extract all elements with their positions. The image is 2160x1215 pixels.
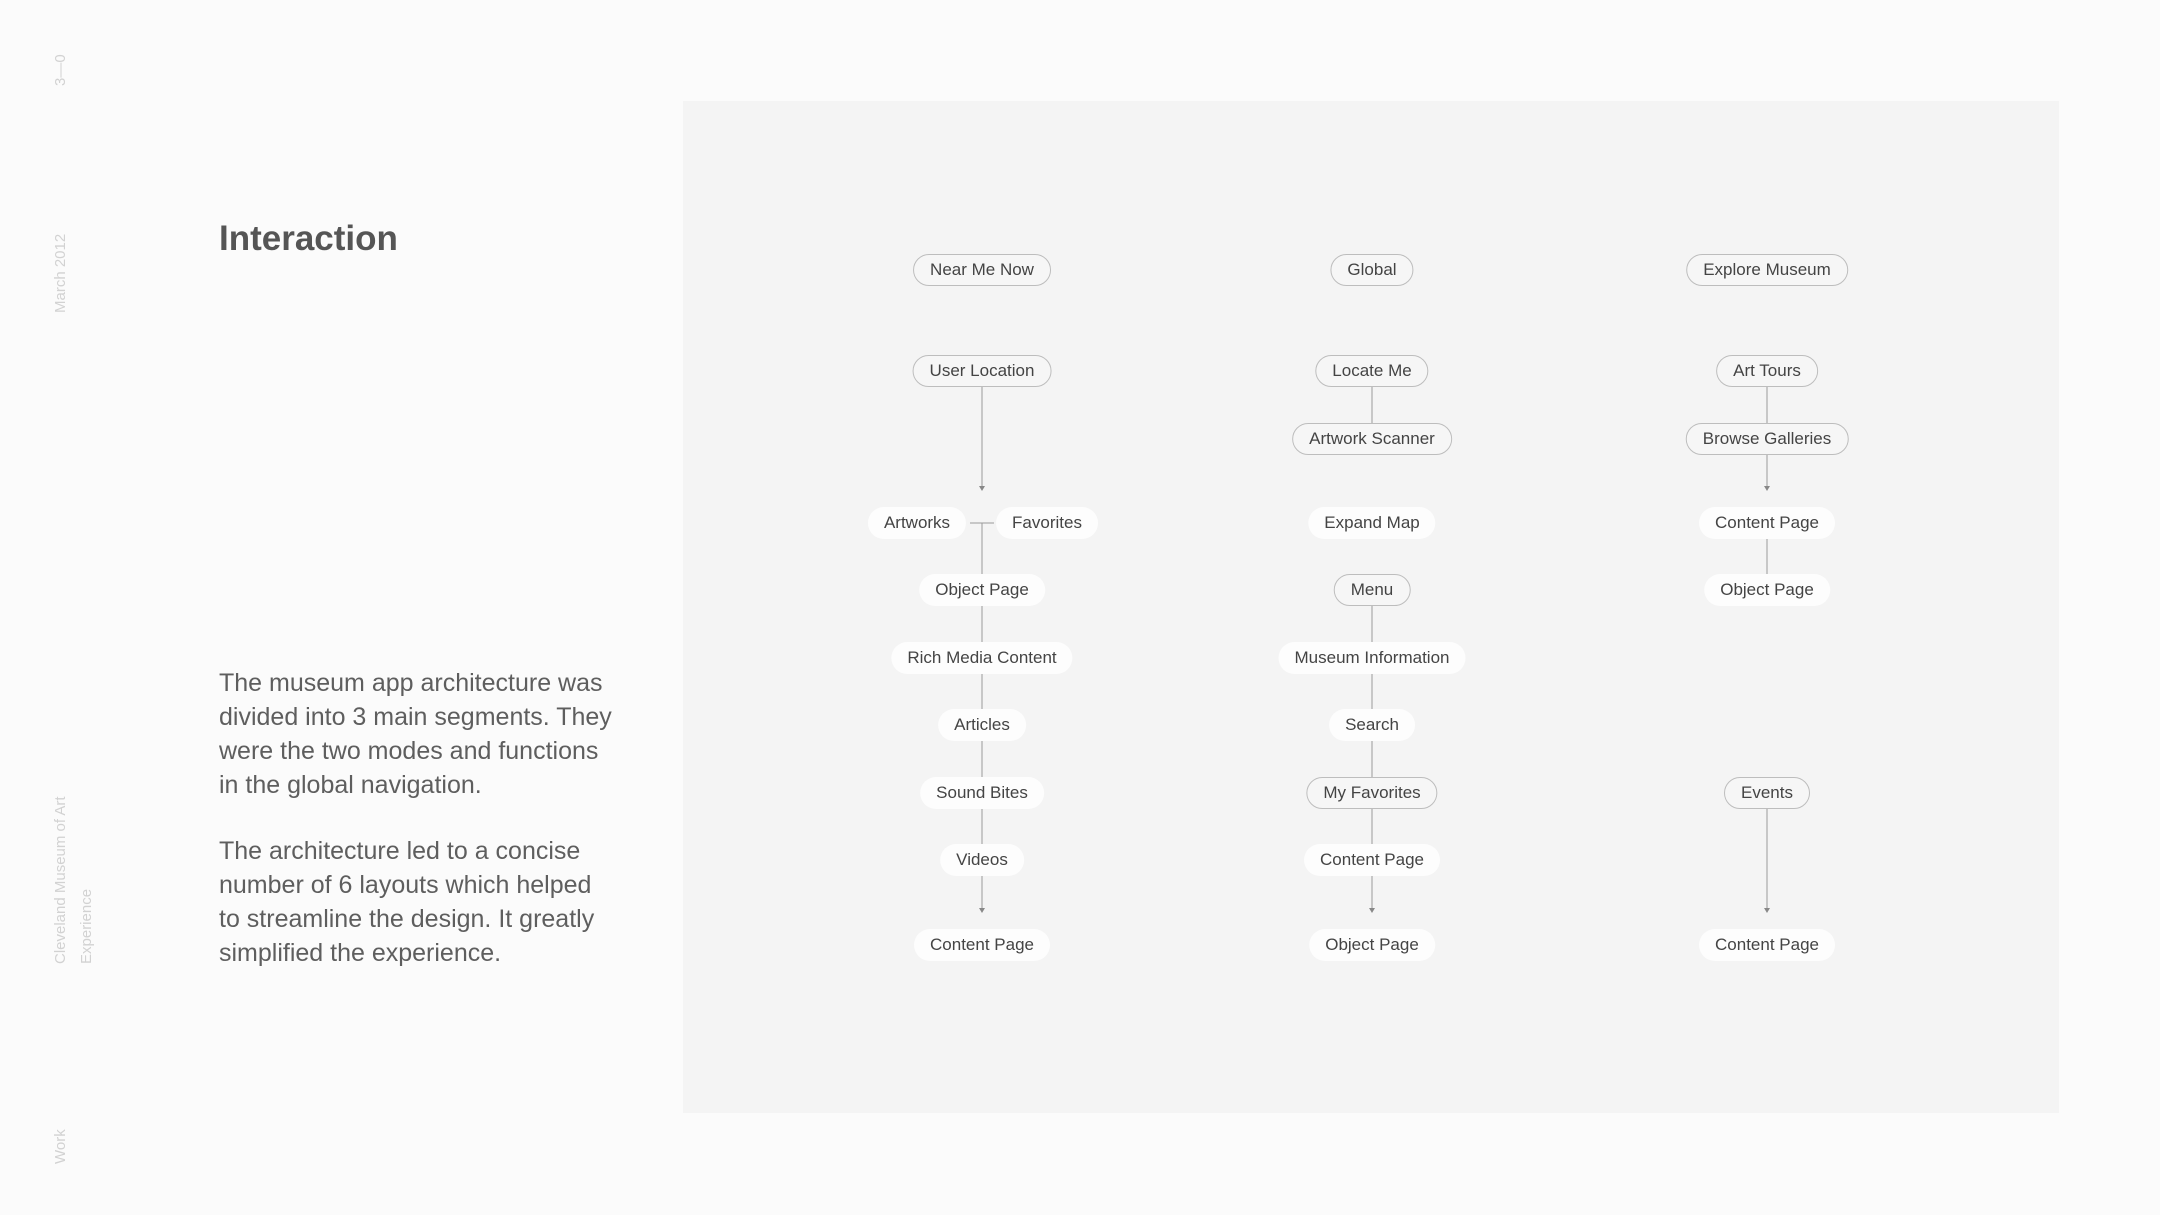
node-global-search: Search — [1329, 709, 1415, 741]
node-global-menu: Menu — [1334, 574, 1411, 606]
node-explore-museum-browse-galleries: Browse Galleries — [1686, 423, 1849, 455]
date-label: March 2012 — [52, 233, 69, 313]
project-label-line2: Experience — [78, 888, 95, 964]
node-near-me-now-favorites: Favorites — [996, 507, 1098, 539]
node-near-me-now-videos: Videos — [940, 844, 1024, 876]
arrowhead — [979, 486, 985, 491]
node-explore-museum-explore-museum: Explore Museum — [1686, 254, 1848, 286]
node-near-me-now-rich-media-content: Rich Media Content — [891, 642, 1072, 674]
node-explore-museum-art-tours: Art Tours — [1716, 355, 1818, 387]
node-global-global: Global — [1330, 254, 1413, 286]
node-global-museum-information: Museum Information — [1279, 642, 1466, 674]
connector-lines — [683, 101, 2059, 1113]
project-label — [48, 796, 100, 964]
arrowhead — [1764, 486, 1770, 491]
section-label: Work — [52, 1129, 69, 1164]
node-global-expand-map: Expand Map — [1308, 507, 1435, 539]
node-explore-museum-content-page: Content Page — [1699, 507, 1835, 539]
node-explore-museum-object-page: Object Page — [1704, 574, 1830, 606]
node-near-me-now-object-page: Object Page — [919, 574, 1045, 606]
project-label-line1: Cleveland Museum of Art — [52, 796, 69, 964]
node-global-artwork-scanner: Artwork Scanner — [1292, 423, 1452, 455]
node-explore-museum-events: Events — [1724, 777, 1810, 809]
architecture-diagram — [683, 101, 2059, 1113]
node-near-me-now-content-page: Content Page — [914, 929, 1050, 961]
page-title: Interaction — [219, 219, 398, 258]
node-near-me-now-user-location: User Location — [913, 355, 1052, 387]
arrowhead — [1764, 908, 1770, 913]
node-global-locate-me: Locate Me — [1315, 355, 1428, 387]
summary-paragraph: The architecture led to a concise number of 6 layouts which helped to streamline the design. It greatly simplified the experience. — [219, 837, 595, 967]
node-global-object-page: Object Page — [1309, 929, 1435, 961]
arrowhead — [1369, 908, 1375, 913]
node-near-me-now-near-me-now: Near Me Now — [913, 254, 1051, 286]
arrowhead — [979, 908, 985, 913]
intro-paragraph: The museum app architecture was divided into 3 main segments. They were the two modes and functions in the global navigation. — [219, 669, 612, 799]
page-number: 3—0 — [52, 54, 69, 86]
node-near-me-now-articles: Articles — [938, 709, 1026, 741]
node-global-content-page: Content Page — [1304, 844, 1440, 876]
node-near-me-now-sound-bites: Sound Bites — [920, 777, 1044, 809]
node-explore-museum-content-page: Content Page — [1699, 929, 1835, 961]
node-global-my-favorites: My Favorites — [1306, 777, 1437, 809]
node-near-me-now-artworks: Artworks — [868, 507, 966, 539]
